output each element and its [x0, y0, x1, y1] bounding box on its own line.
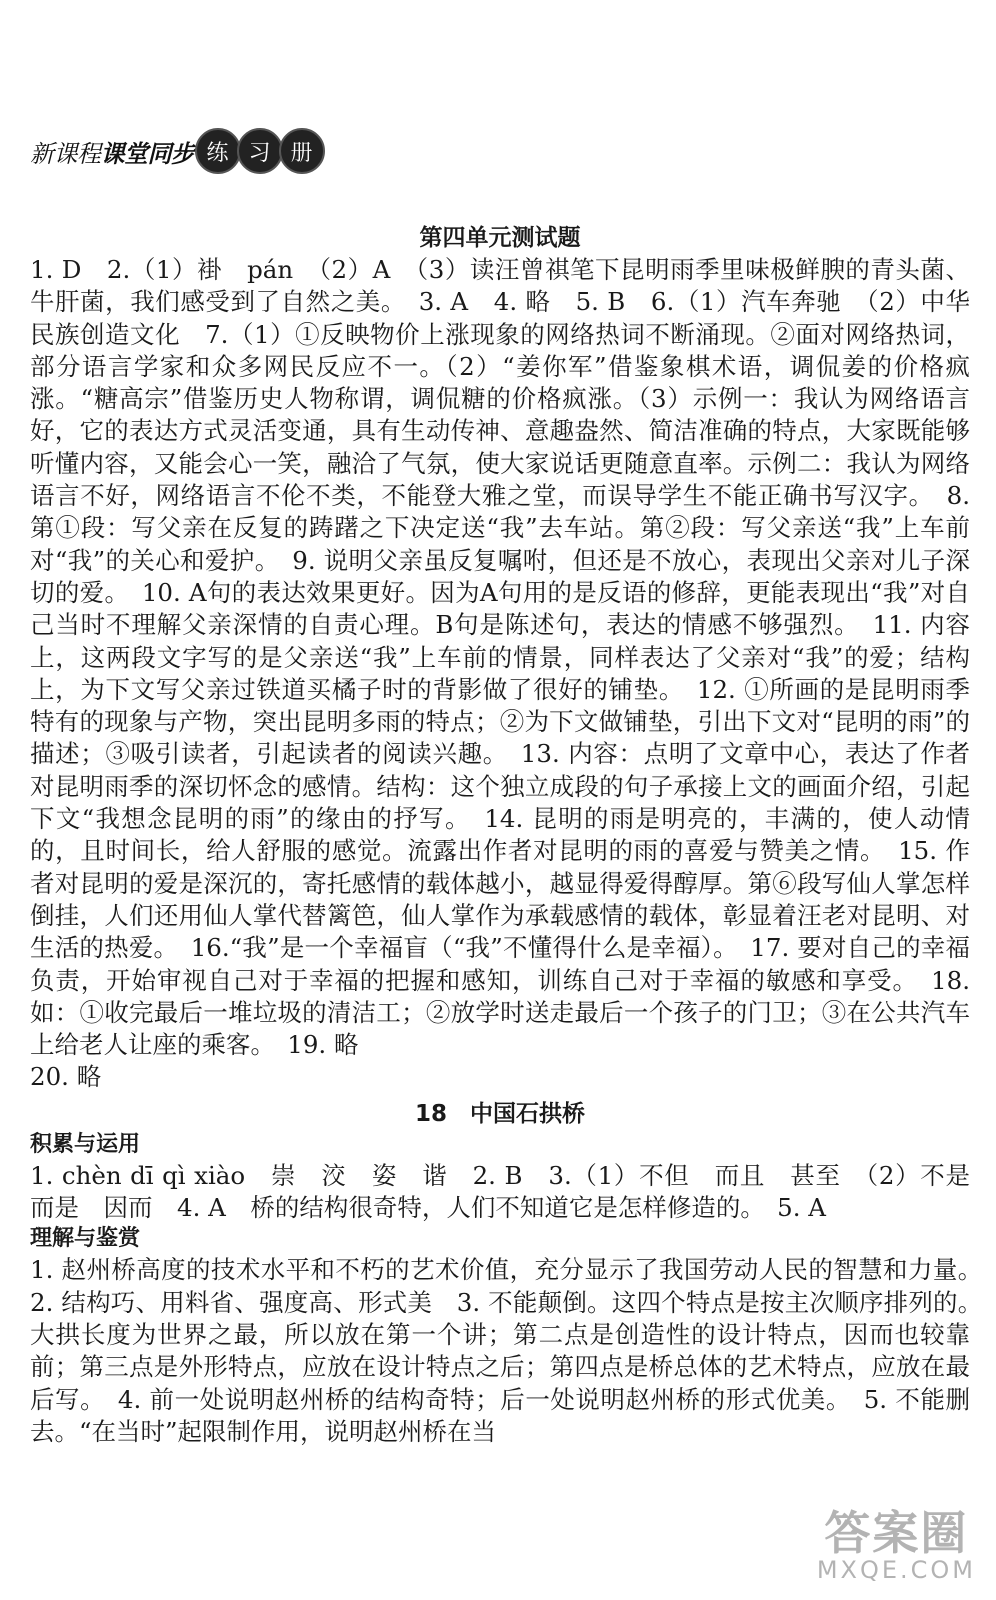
unit4-answers: 1. D 2.（1）褂 pán （2）A （3）读汪曾祺笔下昆明雨季里味极鲜腴的青头菌、牛肝菌，我们感受到了自然之美。 3. A 4. 略 5. B 6.（1）汽车奔驰 （2）中华民族创造文化 7.（1）①反映物价上涨现象的网络热词不断涌现。②面对网络热词，部分语言学家和众多网民反应不一。（2）“姜你军”借鉴象棋术语，调侃姜的价格疯涨。“糖高宗”借鉴历史人物称谓，调侃糖的价格疯涨。（3）示例一：我认为网络语言好，它的表达方式灵活变通，具有生动传神、意趣盎然、简洁准确的特点，大家既能够听懂内容，又能会心一笑，融洽了气氛，使大家说话更随意直率。示例二：我认为网络语言不好，网络语言不伦不类，不能登大雅之堂，而误导学生不能正确书写汉字。 8. 第①段：写父亲在反复的踌躇之下决定送“我”去车站。第②段：写父亲送“我”上车前对“我”的关心和爱护。 9. 说明父亲虽反复嘱咐，但还是不放心，表现出父亲对儿子深切的爱。 10. A句的表达效果更好。因为A句用的是反语的修辞，更能表现出“我”对自己当时不理解父亲深情的自责心理。B句是陈述句，表达的情感不够强烈。 11. 内容上，这两段文字写的是父亲送“我”上车前的情景，同样表达了父亲对“我”的爱；结构上，为下文写父亲过铁道买橘子时的背影做了很好的铺垫。 12. ①所画的是昆明雨季特有的现象与产物，突出昆明多雨的特点；②为下文做铺垫，引出下文对“昆明的雨”的描述；③吸引读者，引起读者的阅读兴趣。 13. 内容：点明了文章中心，表达了作者对昆明雨季的深切怀念的感情。结构：这个独立成段的句子承接上文的画面介绍，引起下文“我想念昆明的雨”的缘由的抒写。 14. 昆明的雨是明亮的，丰满的，使人动情的，且时间长，给人舒服的感觉。流露出作者对昆明的雨的喜爱与赞美之情。 15. 作者对昆明的爱是深沉的，寄托感情的载体越小，越显得爱得醇厚。第⑥段写仙人掌怎样倒挂，人们还用仙人掌代替篱笆，仙人掌作为承载感情的载体，彰显着汪老对昆明、对生活的热爱。 16.“我”是一个幸福盲（“我”不懂得什么是幸福）。 17. 要对自己的幸福负责，开始审视自己对于幸福的把握和感知，训练自己对于幸福的敏感和享受。 18. 如：①收完最后一堆垃圾的清洁工；②放学时送走最后一个孩子的门卫；③在公共汽车上给老人让座的乘客。 19. 略	[30, 255, 970, 1060]
comprehension-answers: 1. 赵州桥高度的技术水平和不朽的艺术价值，充分显示了我国劳动人民的智慧和力量。 2. 结构巧、用料省、强度高、形式美 3. 不能颠倒。这四个特点是按主次顺序排列的。 大拱长度为世界之最，所以放在第一个讲；第二点是创造性的设计特点，因而也较靠前；第三点是外形特点，应放在设计特点之后；第四点是桥总体的艺术特点，应放在最后写。 4. 前一处说明赵州桥的结构奇特；后一处说明赵州桥的形式优美。 5. 不能删去。“在当时”起限制作用，说明赵州桥在当	[30, 1255, 995, 1446]
unit4-answers-tail: 20. 略	[30, 1062, 102, 1092]
section-title-lesson18: 18 中国石拱桥	[414, 1100, 585, 1127]
subhead-accumulation: 积累与运用	[30, 1131, 141, 1157]
watermark-url: MXQE.COM	[816, 1556, 976, 1584]
badge-xi: 习	[237, 128, 283, 174]
brand-part-a: 新课程	[30, 139, 101, 168]
section-title-unit4: 第四单元测试题	[419, 225, 581, 251]
brand-part-b: 课堂同步	[100, 139, 195, 168]
book-header	[30, 128, 325, 174]
page-content	[30, 222, 995, 1448]
brand-title	[30, 134, 195, 169]
brand-badges	[199, 128, 325, 174]
accumulation-answers: 1. chèn dī qì xiào 崇 洨 姿 谐 2. B 3.（1）不但 而且 甚至 （2）不是而是 因而 4. A 桥的结构很奇特，人们不知道它是怎样修造的。 5. A	[30, 1160, 970, 1223]
watermark-logo	[817, 1508, 976, 1582]
subhead-comprehension: 理解与鉴赏	[30, 1226, 141, 1252]
badge-ce: 册	[279, 128, 325, 174]
badge-lian: 练	[195, 128, 241, 174]
watermark-text: 答案圈	[824, 1506, 969, 1560]
